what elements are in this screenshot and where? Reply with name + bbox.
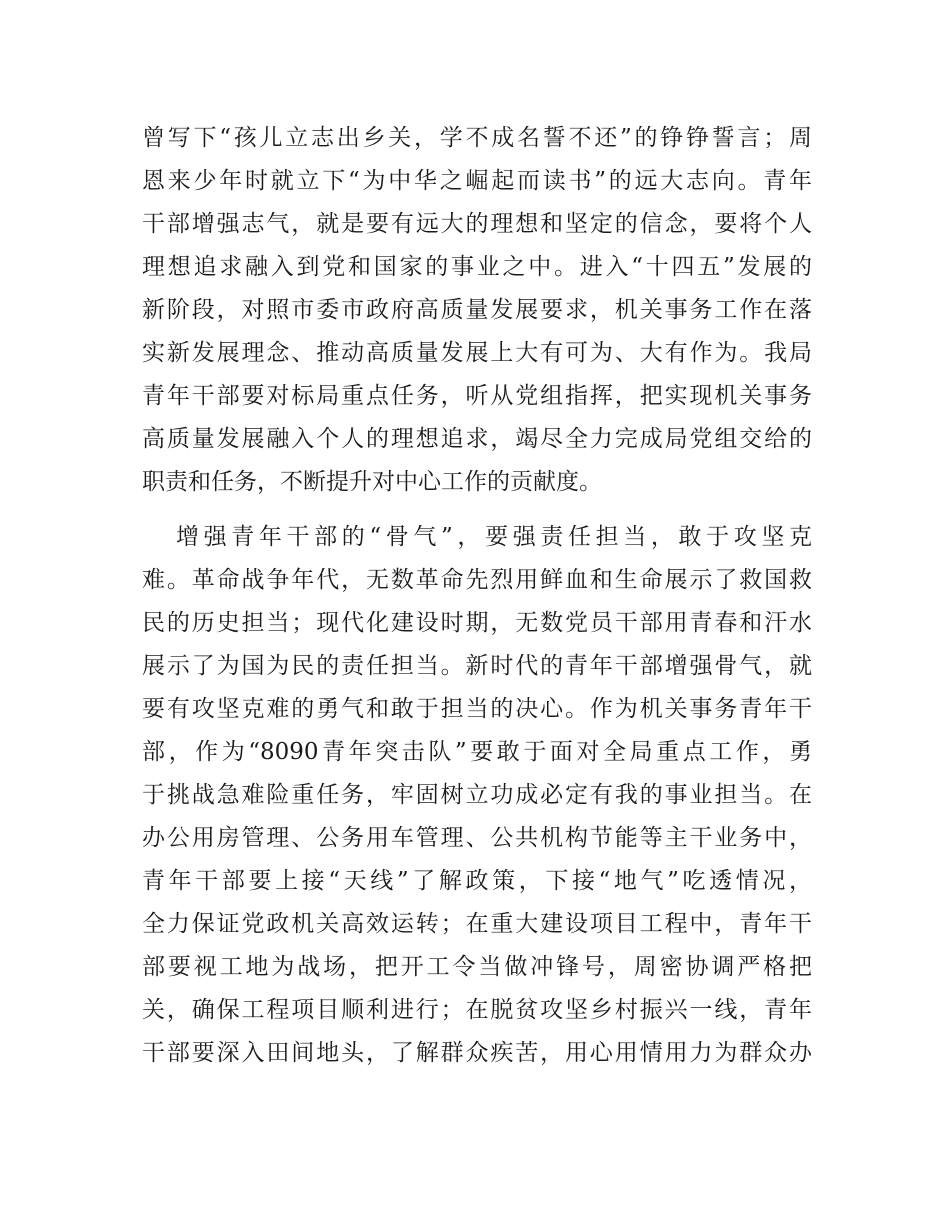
document-body <box>142 117 812 1075</box>
paragraph <box>142 516 812 1075</box>
text-line: 全力保证党政机关高效运转；在重大建设项目工程中，青年干 <box>142 911 812 937</box>
text-line: 部要视工地为战场，把开工令当做冲锋号，周密协调严格把 <box>142 954 812 980</box>
text-line: 理想追求融入到党和国家的事业之中。进入“十四五”发展的 <box>142 254 812 280</box>
text-line: 新阶段，对照市委市政府高质量发展要求，机关事务工作在落 <box>142 297 812 323</box>
text-line: 民的历史担当；现代化建设时期，无数党员干部用青春和汗水 <box>142 610 812 636</box>
text-line: 高质量发展融入个人的理想追求，竭尽全力完成局党组交给的 <box>142 426 812 452</box>
text-line: 要有攻坚克难的勇气和敢于担当的决心。作为机关事务青年干 <box>142 696 812 722</box>
text-line: 恩来少年时就立下“为中华之崛起而读书”的远大志向。青年 <box>142 168 812 194</box>
text-line: 关，确保工程项目顺利进行；在脱贫攻坚乡村振兴一线，青年 <box>142 997 812 1023</box>
text-line: 难。革命战争年代，无数革命先烈用鲜血和生命展示了救国救 <box>142 567 812 593</box>
text-line: 展示了为国为民的责任担当。新时代的青年干部增强骨气，就 <box>142 653 812 679</box>
text-line: 办公用房管理、公务用车管理、公共机构节能等主干业务中， <box>142 825 812 851</box>
text-line: 于挑战急难险重任务，牢固树立功成必定有我的事业担当。在 <box>142 782 812 808</box>
paragraph-spacer <box>142 504 812 516</box>
text-line: 实新发展理念、推动高质量发展上大有可为、大有作为。我局 <box>142 340 812 366</box>
text-line: 部，作为“8090青年突击队”要敢于面对全局重点工作，勇 <box>142 739 812 765</box>
text-line: 青年干部要上接“天线”了解政策，下接“地气”吃透情况， <box>142 868 812 894</box>
text-line: 干部要深入田间地头，了解群众疾苦，用心用情用力为群众办 <box>142 1040 812 1066</box>
text-line: 曾写下“孩儿立志出乡关，学不成名誓不还”的铮铮誓言；周 <box>142 125 812 151</box>
text-line: 职责和任务，不断提升对中心工作的贡献度。 <box>142 469 602 495</box>
paragraph <box>142 117 812 504</box>
text-line: 青年干部要对标局重点任务，听从党组指挥，把实现机关事务 <box>142 383 812 409</box>
text-line: 干部增强志气，就是要有远大的理想和坚定的信念，要将个人 <box>142 211 812 237</box>
text-line-indented: 增强青年干部的“骨气”，要强责任担当，敢于攻坚克 <box>176 524 812 550</box>
